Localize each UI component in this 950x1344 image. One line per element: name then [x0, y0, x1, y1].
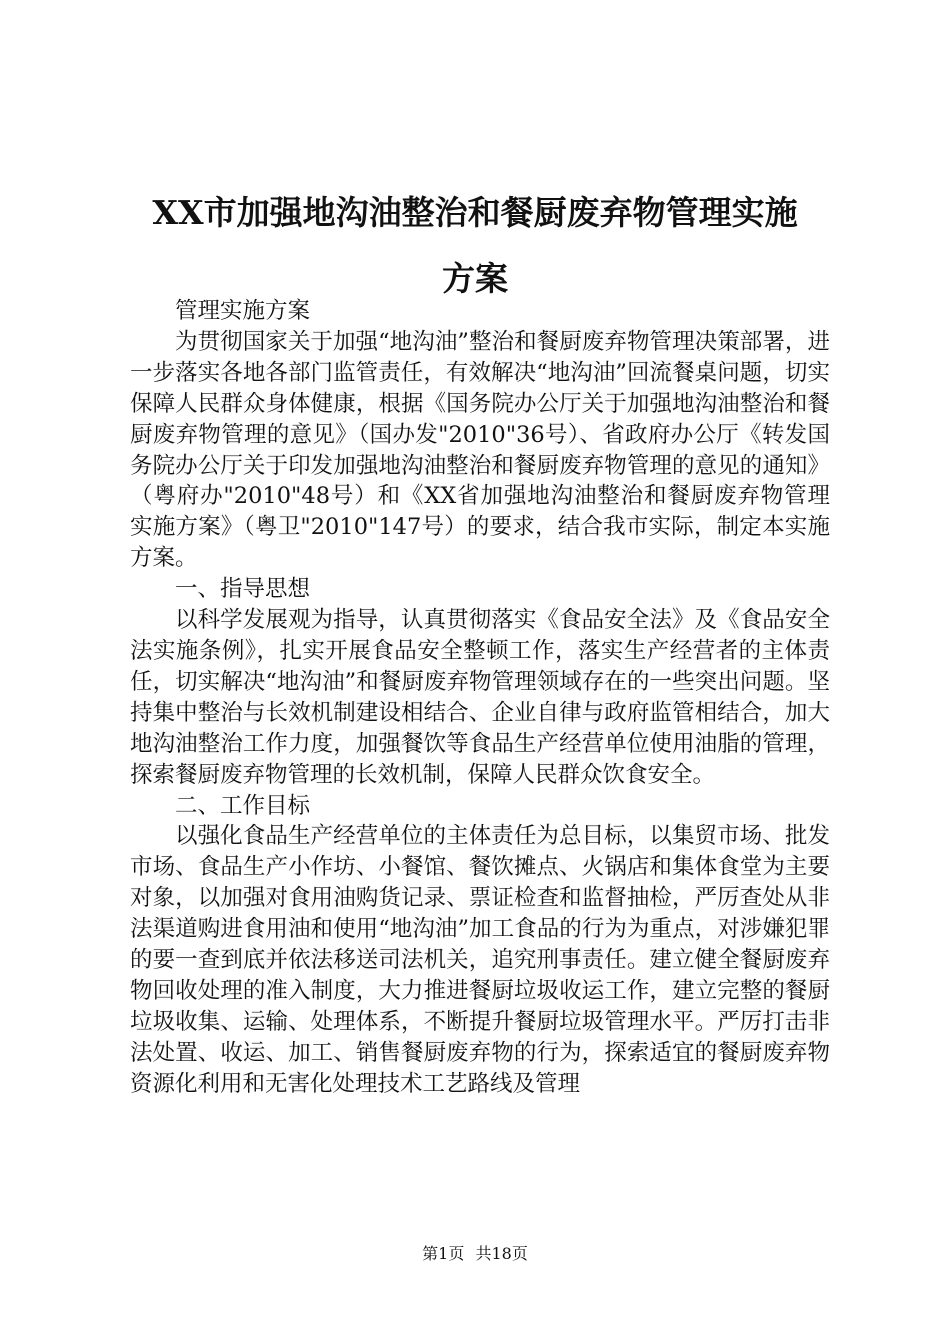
page-number: 第1页	[422, 1244, 465, 1263]
page-footer	[0, 1244, 950, 1264]
page-total: 共18页	[475, 1244, 528, 1263]
section-heading-guiding-thought: 一、指导思想	[175, 576, 311, 603]
section-heading-work-goals: 二、工作目标	[175, 792, 311, 819]
guiding-thought-paragraph: 以科学发展观为指导，认真贯彻落实《食品安全法》及《食品安全法实施条例》，扎实开展食品安全整顿工作，落实生产经营者的主体责任，切实解决“地沟油”和餐厨废弃物管理领域存在的一些突出问题。坚持集中整治与长效机制建设相结合、企业自律与政府监管相结合，加大地沟油整治工作力度，加强餐饮等食品生产经营单位使用油脂的管理，探索餐厨废弃物管理的长效机制，保障人民群众饮食安全。	[130, 607, 830, 788]
work-goals-paragraph: 以强化食品生产经营单位的主体责任为总目标，以集贸市场、批发市场、食品生产小作坊、小餐馆、餐饮摊点、火锅店和集体食堂为主要对象，以加强对食用油购货记录、票证检查和监督抽检，严厉查处从非法渠道购进食用油和使用“地沟油”加工食品的行为为重点，对涉嫌犯罪的要一查到底并依法移送司法机关，追究刑事责任。建立健全餐厨废弃物回收处理的准入制度，大力推进餐厨垃圾收运工作，建立完整的餐厨垃圾收集、运输、处理体系，不断提升餐厨垃圾管理水平。严厉打击非法处置、收运、加工、销售餐厨废弃物的行为，探索适宜的餐厨废弃物资源化利用和无害化处理技术工艺路线及管理	[130, 823, 830, 1097]
document-title	[100, 180, 850, 312]
title-line-1: XX市加强地沟油整治和餐厨废弃物管理实施	[152, 193, 798, 232]
subtitle-paragraph: 管理实施方案	[175, 298, 311, 324]
title-line-2: 方案	[442, 259, 508, 298]
intro-paragraph: 为贯彻国家关于加强“地沟油”整治和餐厨废弃物管理决策部署，进一步落实各地各部门监管责任，有效解决“地沟油”回流餐桌问题，切实保障人民群众身体健康，根据《国务院办公厅关于加强地沟油整治和餐厨废弃物管理的意见》（国办发"2010"36号）、省政府办公厅《转发国务院办公厅关于印发加强地沟油整治和餐厨废弃物管理的意见的通知》（粤府办"2010"48号）和《XX省加强地沟油整治和餐厨废弃物管理实施方案》（粤卫"2010"147号）的要求，结合我市实际，制定本实施方案。	[130, 328, 830, 572]
document-body	[130, 296, 830, 1100]
